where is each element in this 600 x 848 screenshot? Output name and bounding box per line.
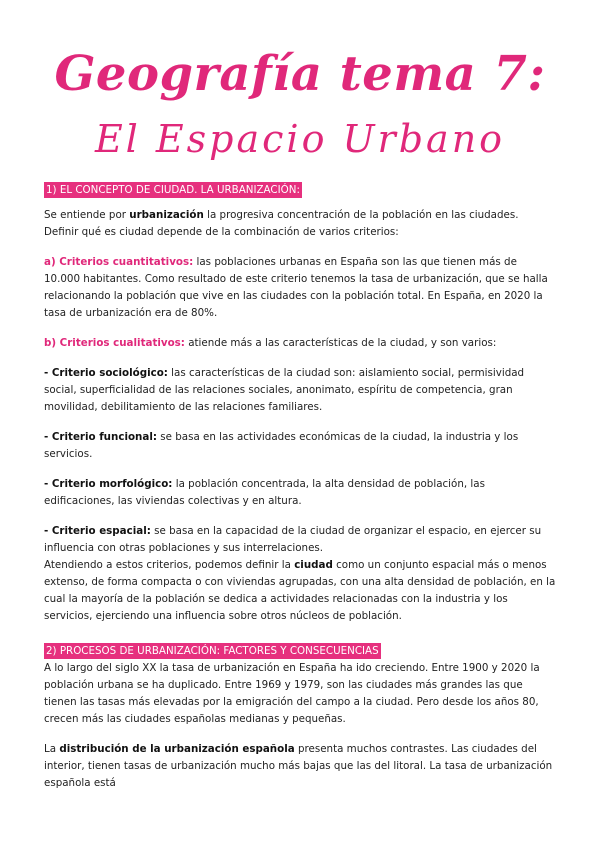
- funcional-text: se basa en las actividades económicas de la ciudad, la industria y los servicios.: [44, 431, 519, 460]
- urbanizacion-term: urbanización: [129, 209, 204, 221]
- ciudad-term: ciudad: [294, 559, 333, 571]
- funcional-label: - Criterio funcional:: [44, 431, 157, 443]
- intro-text: Se entiende por: [44, 209, 130, 221]
- criterio-morfologico: [44, 476, 556, 510]
- distribucion-term: distribución de la urbanización española: [59, 743, 295, 755]
- para2-text-cont: presenta muchos contrastes. Las ciudades del interior, tienen tasas de urbanización mucho más bajas que las del litoral. La tasa de urbanización española está: [44, 743, 553, 789]
- espacial-label: - Criterio espacial:: [44, 525, 151, 537]
- espacial-text: se basa en la capacidad de la ciudad de organizar el espacio, en ejercer su influencia con otras poblaciones y sus interrelaciones.: [44, 525, 542, 554]
- intro-paragraph: [44, 207, 556, 241]
- intro-text-cont: la progresiva concentración de la población en las ciudades. Definir qué es ciudad depende de la combinación de varios criterios:: [44, 209, 519, 238]
- criterio-a-paragraph: [44, 254, 556, 322]
- criterio-funcional: [44, 429, 556, 463]
- criterio-b-label: b) Criterios cualitativos:: [44, 337, 185, 349]
- sociologico-text: las características de la ciudad son: aislamiento social, permisividad social, superficialidad de las relaciones sociales, anonimato, espíritu de competencia, gran movilidad, debilitamiento de las relaciones familiares.: [44, 367, 525, 413]
- section-1-heading: 1) EL CONCEPTO DE CIUDAD. LA URBANIZACIÓN:: [46, 184, 300, 196]
- criterio-espacial: [44, 523, 556, 557]
- criterio-b-paragraph: [44, 335, 556, 352]
- conclusion-text: Atendiendo a estos criterios, podemos definir la: [44, 559, 295, 571]
- section-2-paragraph-2: [44, 741, 556, 792]
- criterio-a-text: las poblaciones urbanas en España son las que tienen más de 10.000 habitantes. Como resultado de este criterio tenemos la tasa de urbanización, que se halla relacionando la población que vive en las ciudades con la población total. En España, en 2020 la tasa de urbanización era de 80%.: [44, 256, 548, 319]
- morfologico-text: la población concentrada, la alta densidad de población, las edificaciones, las viviendas colectivas y en altura.: [44, 478, 485, 507]
- sociologico-label: - Criterio sociológico:: [44, 367, 168, 379]
- document-body: [44, 182, 556, 792]
- criterio-b-text: atiende más a las características de la ciudad, y son varios:: [184, 337, 497, 349]
- criterio-a-label: a) Criterios cuantitativos:: [44, 256, 194, 268]
- conclusion-paragraph: [44, 557, 556, 625]
- criterio-sociologico: [44, 365, 556, 416]
- morfologico-label: - Criterio morfológico:: [44, 478, 173, 490]
- page-subtitle: El Espacio Urbano: [94, 117, 506, 161]
- para2-text: La: [44, 743, 60, 755]
- section-2-heading: 2) PROCESOS DE URBANIZACIÓN: FACTORES Y CONSECUENCIAS: [46, 645, 379, 657]
- section-2-paragraph-1: A lo largo del siglo XX la tasa de urbanización en España ha ido creciendo. Entre 1900 y 2020 la población urbana se ha duplicado. Entre 1969 y 1979, son las ciudades más grandes las que tienen las tasas más elevadas por la emigración del campo a la ciudad. Pero desde los años 80, crecen más las ciudades españolas medianas y pequeñas.: [44, 662, 540, 725]
- conclusion-text-cont: como un conjunto espacial más o menos extenso, de forma compacta o con viviendas agrupadas, con una alta densidad de población, en la cual la mayoría de la población se dedica a actividades relacionadas con la industria y los servicios, ejerciendo una influencia sobre otros núcleos de población.: [44, 559, 556, 622]
- page-title: Geografía tema 7:: [54, 46, 546, 102]
